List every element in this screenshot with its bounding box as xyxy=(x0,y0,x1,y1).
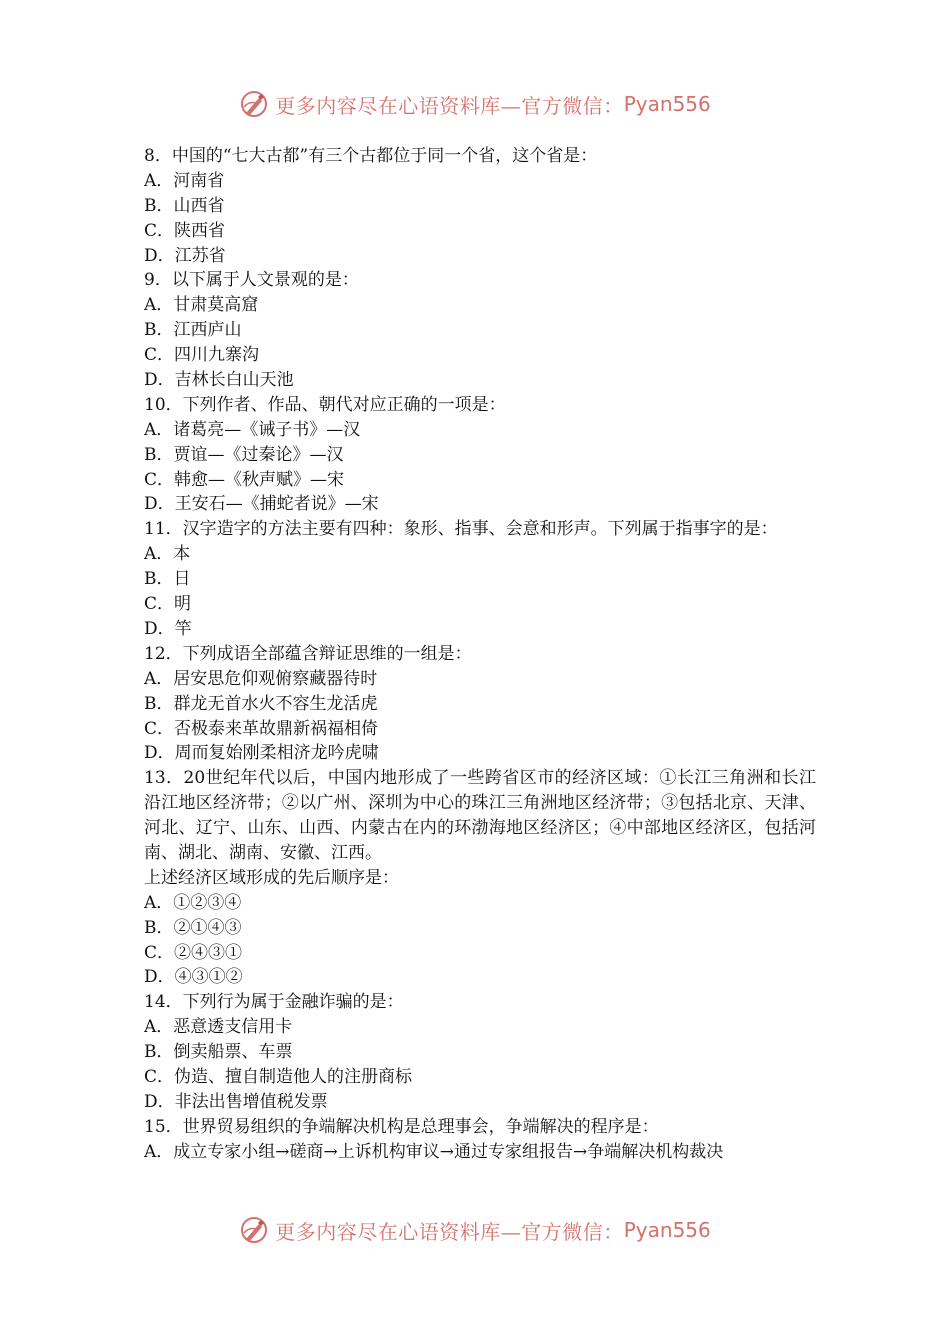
option-a: A．恶意透支信用卡 xyxy=(144,1017,293,1038)
option-c: C．四川九寨沟 xyxy=(144,345,260,366)
banner-text: 更多内容尽在心语资料库—官方微信： xyxy=(275,93,624,118)
question-15 xyxy=(144,1115,816,1165)
option-d: D．④③①② xyxy=(144,967,243,988)
question-10 xyxy=(144,393,816,517)
banner-wechat-id: Pyan556 xyxy=(623,92,711,116)
option-a: A．①②③④ xyxy=(144,892,242,913)
question-list xyxy=(144,144,816,1165)
question-9 xyxy=(144,268,816,392)
question-11 xyxy=(144,517,816,641)
option-b: B．②①④③ xyxy=(144,917,242,938)
option-a: A．本 xyxy=(144,544,191,565)
option-a: A．居安思危仰观俯察藏器待时 xyxy=(144,668,378,689)
footer-banner xyxy=(0,1210,950,1250)
option-d: D．竿 xyxy=(144,618,192,639)
question-stem: 14．下列行为属于金融诈骗的是： xyxy=(144,992,404,1013)
question-stem: 9．以下属于人文景观的是： xyxy=(144,270,359,291)
question-stem: 11．汉字造字的方法主要有四种：象形、指事、会意和形声。下列属于指事字的是： xyxy=(144,519,778,540)
option-b: B．倒卖船票、车票 xyxy=(144,1042,293,1063)
question-substem: 上述经济区域形成的先后顺序是： xyxy=(144,867,399,888)
pen-logo-icon xyxy=(239,89,269,119)
option-b: B．江西庐山 xyxy=(144,320,242,341)
question-stem: 13．20世纪年代以后，中国内地形成了一些跨省区市的经济区域：①长江三角洲和长江沿江地区经济带；②以广州、深圳为中心的珠江三角洲地区经济带；③包括北京、天津、河北、辽宁、山东、山西、内蒙古在内的环渤海地区经济区；④中部地区经济区，包括河南、湖北、湖南、安徽、江西。 xyxy=(144,768,816,863)
option-c: C．②④③① xyxy=(144,942,243,963)
option-d: D．江苏省 xyxy=(144,245,226,266)
option-b: B．群龙无首水火不容生龙活虎 xyxy=(144,693,378,714)
question-stem: 8．中国的“七大古都”有三个古都位于同一个省，这个省是： xyxy=(144,146,598,166)
option-b: B．贾谊—《过秦论》—汉 xyxy=(144,444,344,465)
option-a: A．甘肃莫高窟 xyxy=(144,295,259,316)
option-c: C．陕西省 xyxy=(144,220,226,241)
option-a: A．成立专家小组→磋商→上诉机构审议→通过专家组报告→争端解决机构裁决 xyxy=(144,1141,724,1162)
option-d: D．王安石—《捕蛇者说》—宋 xyxy=(144,494,379,515)
option-c: C．否极泰来革故鼎新祸福相倚 xyxy=(144,718,379,739)
question-stem: 15．世界贸易组织的争端解决机构是总理事会，争端解决的程序是： xyxy=(144,1116,659,1137)
option-c: C．明 xyxy=(144,594,192,615)
question-13 xyxy=(144,766,816,990)
question-stem: 12．下列成语全部蕴含辩证思维的一组是： xyxy=(144,643,472,664)
pen-logo-icon xyxy=(239,1215,269,1245)
question-14 xyxy=(144,990,816,1114)
option-d: D．非法出售增值税发票 xyxy=(144,1091,328,1112)
question-stem: 10．下列作者、作品、朝代对应正确的一项是： xyxy=(144,394,506,415)
option-d: D．吉林长白山天池 xyxy=(144,370,294,391)
option-a: A．河南省 xyxy=(144,170,225,191)
option-a: A．诸葛亮—《诫子书》—汉 xyxy=(144,419,361,440)
banner-text: 更多内容尽在心语资料库—官方微信： xyxy=(275,1219,624,1244)
option-c: C．伪造、擅自制造他人的注册商标 xyxy=(144,1067,413,1088)
banner-wechat-id: Pyan556 xyxy=(623,1218,711,1242)
option-d: D．周而复始刚柔相济龙吟虎啸 xyxy=(144,743,379,764)
option-c: C．韩愈—《秋声赋》—宋 xyxy=(144,469,345,490)
option-b: B．日 xyxy=(144,569,191,590)
question-8 xyxy=(144,144,816,268)
question-12 xyxy=(144,642,816,766)
header-banner xyxy=(0,84,950,124)
option-b: B．山西省 xyxy=(144,195,225,216)
